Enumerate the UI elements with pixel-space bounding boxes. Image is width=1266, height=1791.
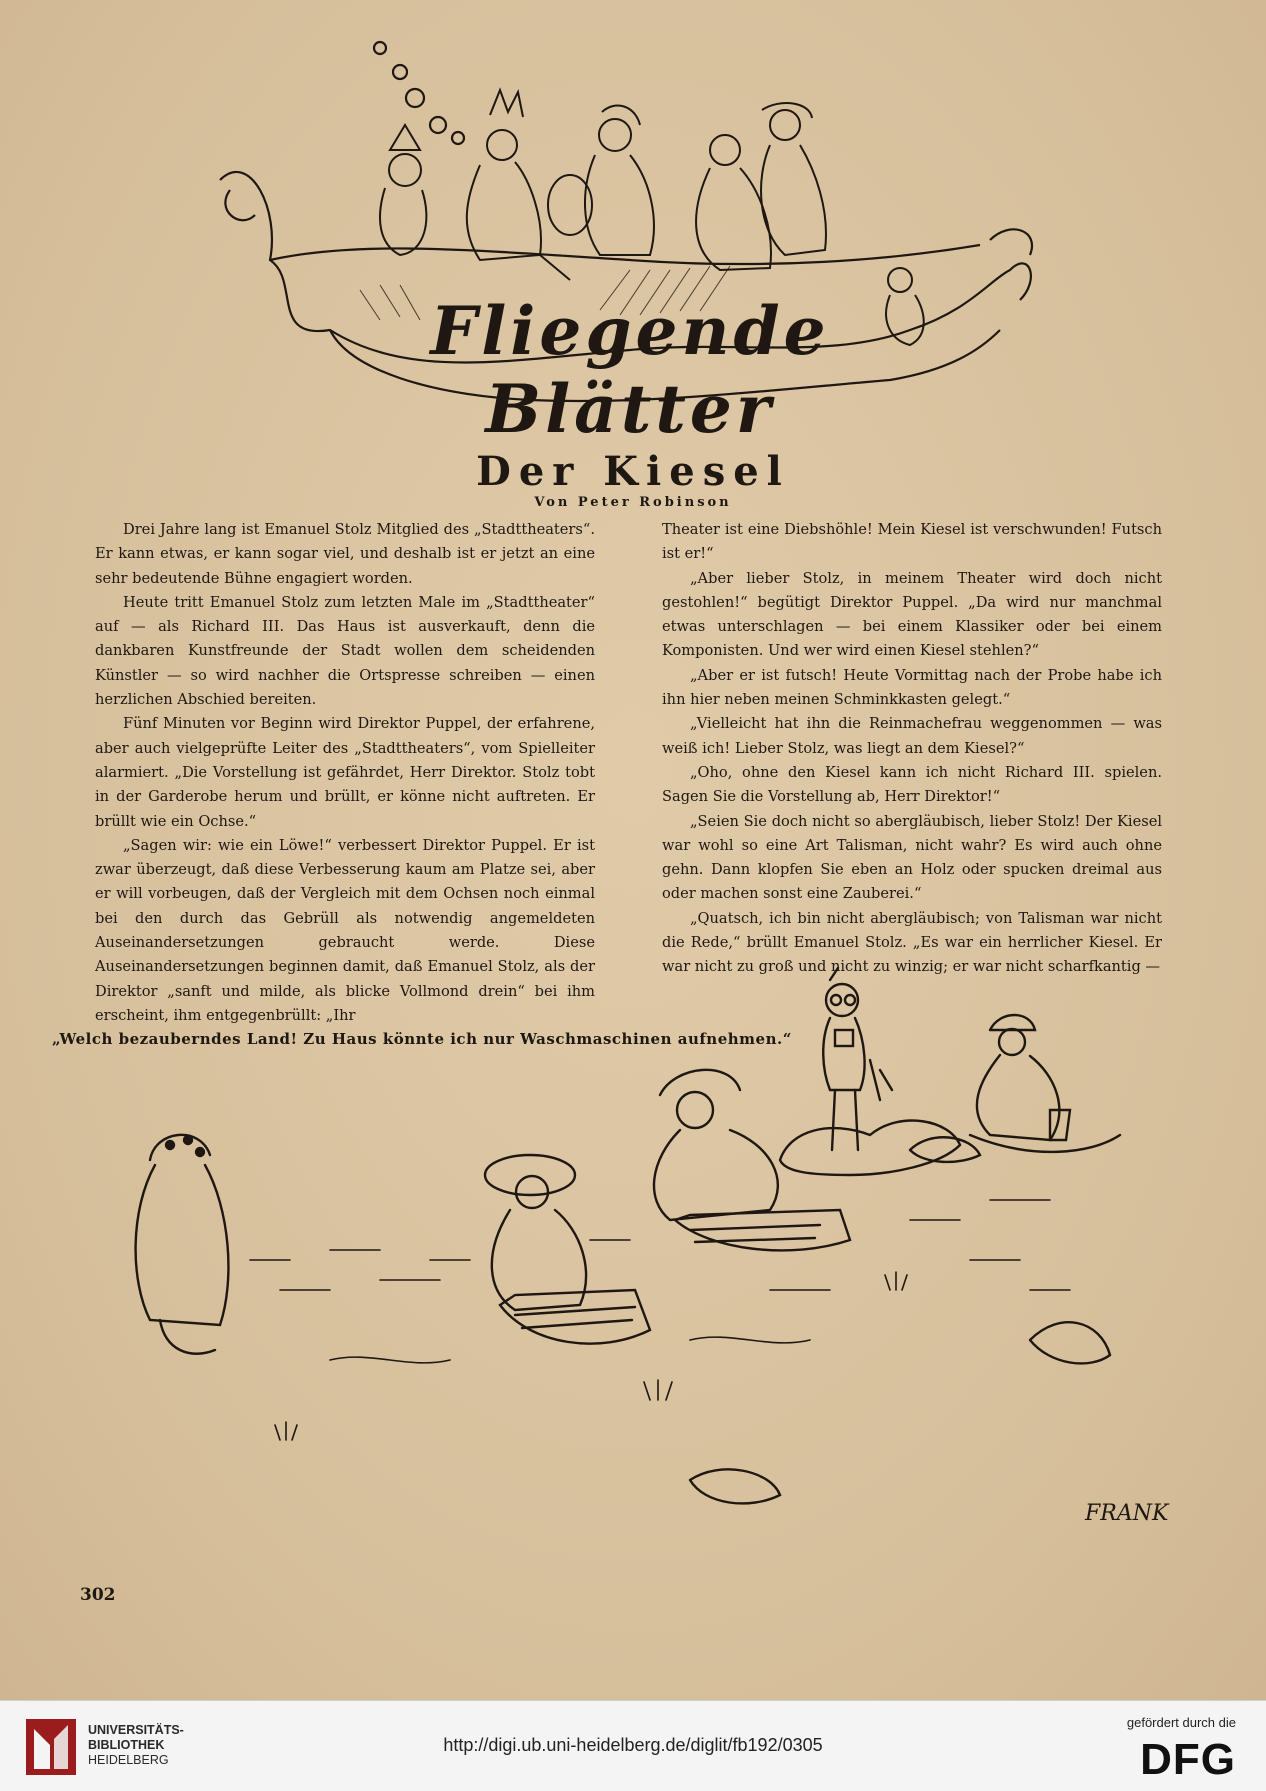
library-name-line: BIBLIOTHEK bbox=[88, 1738, 165, 1752]
article-title: Der Kiesel bbox=[476, 448, 790, 495]
paragraph: Drei Jahre lang ist Emanuel Stolz Mitglied des „Stadttheaters“. Er kann etwas, er kann sogar viel, und deshalb ist er jetzt an eine sehr bedeutende Bühne engagiert worden. bbox=[95, 521, 595, 587]
article-byline: Von Peter Robinson bbox=[534, 495, 732, 510]
masthead-illustration bbox=[210, 30, 1050, 448]
paragraph: Heute tritt Emanuel Stolz zum letzten Male im „Stadttheater“ auf — als Richard III. Das Haus ist ausverkauft, denn die dankbaren Kunstfreunde der Stadt wollen dem scheidenden Künstler — so wird nachher die Ortspresse schreiben — einen herzlichen Abschied bereiten. bbox=[95, 593, 595, 709]
paragraph: „Aber lieber Stolz, in meinem Theater wird doch nicht gestohlen!“ begütigt Direktor Puppel. „Da wird nur manchmal etwas unterschlagen — bei einem Klassiker oder bei einem Komponisten. Und wer wird einen Kiesel stehlen?“ bbox=[662, 569, 1162, 660]
article-column-right bbox=[662, 518, 1162, 980]
paragraph: „Oho, ohne den Kiesel kann ich nicht Richard III. spielen. Sagen Sie die Vorstellung ab, Herr Direktor!“ bbox=[662, 763, 1162, 806]
paragraph: Fünf Minuten vor Beginn wird Direktor Puppel, der erfahrene, aber auch vielgeprüfte Leiter des „Stadttheaters“, vom Spielleiter alarmiert. „Die Vorstellung ist gefährdet, Herr Direktor. Stolz tobt in der Garderobe herum und brüllt, er könne nicht auftreten. Er brüllt wie ein Ochse.“ bbox=[95, 715, 595, 830]
cartoon-illustration bbox=[130, 960, 1220, 1600]
cartoon-signature: FRANK bbox=[1085, 1501, 1169, 1526]
library-name-line: HEIDELBERG bbox=[88, 1753, 169, 1767]
support-text: gefördert durch die bbox=[1126, 1715, 1236, 1730]
paragraph: „Aber er ist futsch! Heute Vormittag nach der Probe habe ich ihn hier neben meinen Schminkkasten gelegt.“ bbox=[662, 666, 1162, 709]
masthead-title: Fliegende Blätter bbox=[430, 292, 830, 448]
paragraph: „Sagen wir: wie ein Löwe!“ verbessert Direktor Puppel. Er ist zwar überzeugt, daß diese Verbesserung kaum am Platze sei, aber er will vorbeugen, daß der Vergleich mit dem Ochsen noch einmal bei den durch das Gebrüll als notwendig angemeldeten Auseinandersetzungen gebraucht werde. Diese Auseinandersetzungen beginnen damit, daß Emanuel Stolz, als der Direktor „sanft und milde, als blicke Vollmond drein“ bei ihm erscheint, ihm entgegenbrüllt: „Ihr bbox=[95, 836, 595, 1024]
article-column-left bbox=[95, 518, 595, 1028]
dfg-logo: DFG bbox=[1140, 1735, 1236, 1784]
footer-bar bbox=[0, 1700, 1266, 1791]
cartoon-drawing bbox=[130, 960, 1220, 1600]
paragraph: „Quatsch, ich bin nicht abergläubisch; von Talisman war nicht die Rede,“ brüllt Emanuel Stolz. „Es war ein herrlicher Kiesel. Er war nicht zu groß und nicht zu winzig; er war nicht scharfkantig — bbox=[662, 909, 1162, 976]
paragraph: „Vielleicht hat ihn die Reinmachefrau weggenommen — was weiß ich! Lieber Stolz, was liegt an dem Kiesel?“ bbox=[662, 715, 1162, 757]
paragraph: „Seien Sie doch nicht so abergläubisch, lieber Stolz! Der Kiesel war wohl so eine Art Talisman, nicht wahr? Es wird auch ohne gehn. Dann klopfen Sie eben an Holz oder spucken dreimal aus oder machen sonst eine Zauberei.“ bbox=[662, 812, 1162, 903]
page-number: 302 bbox=[80, 1585, 116, 1605]
library-name-line: UNIVERSITÄTS- bbox=[88, 1723, 184, 1737]
source-url-link[interactable]: http://digi.ub.uni-heidelberg.de/diglit/fb192/0305 bbox=[443, 1735, 823, 1755]
paragraph: Theater ist eine Diebshöhle! Mein Kiesel ist verschwunden! Futsch ist er!“ bbox=[662, 521, 1162, 563]
cartoon-caption: „Welch bezauberndes Land! Zu Haus könnte ich nur Waschmaschinen aufnehmen.“ bbox=[52, 1030, 792, 1048]
